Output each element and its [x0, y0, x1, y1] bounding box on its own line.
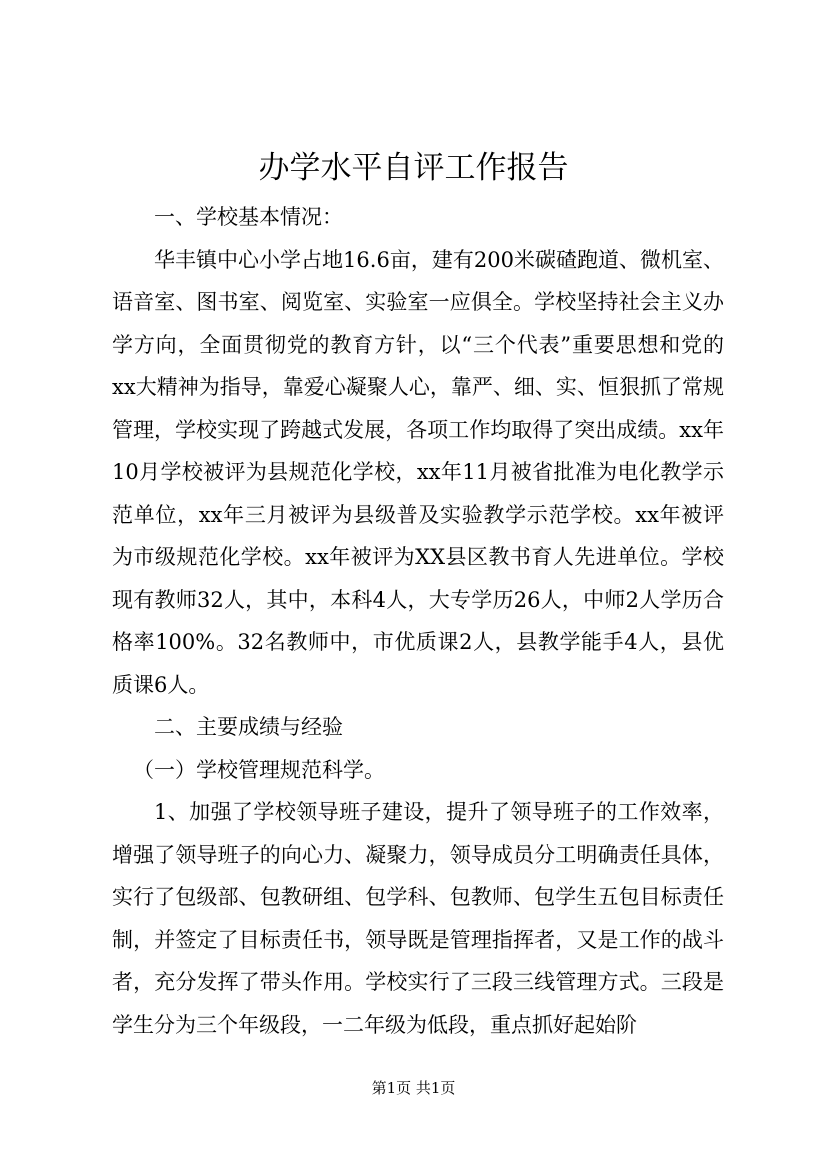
- subsection-heading-management: （一）学校管理规范科学。: [133, 757, 385, 782]
- page-footer: 第1页 共1页: [371, 1079, 456, 1097]
- paragraph-basic-info: 华丰镇中心小学占地16.6亩，建有200米碳碴跑道、微机室、语音室、图书室、阅览室、实验室一应俱全。学校坚持社会主义办学方向，全面贯彻党的教育方针，以“三个代表”重要思想和党的xx大精神为指导，靠爱心凝聚人心，靠严、细、实、恒狠抓了常规管理，学校实现了跨越式发展，各项工作均取得了突出成绩。xx年10月学校被评为县规范化学校，xx年11月被省批准为电化教学示范单位，xx年三月被评为县级普及实验教学示范学校。xx年被评为市级规范化学校。xx年被评为XX县区教书育人先进单位。学校现有教师32人，其中，本科4人，大专学历26人，中师2人学历合格率100%。32名教师中，市优质课2人，县教学能手4人，县优质课6人。: [112, 247, 724, 697]
- section-heading-achievements: 二、主要成绩与经验: [154, 715, 343, 739]
- section-heading-basic-info: 一、学校基本情况：: [154, 205, 343, 229]
- document-body: [112, 196, 724, 1046]
- paragraph-leadership: 1、加强了学校领导班子建设，提升了领导班子的工作效率，增强了领导班子的向心力、凝聚力，领导成员分工明确责任具体，实行了包级部、包教研组、包学科、包教师、包学生五包目标责任制，并签定了目标责任书，领导既是管理指挥者，又是工作的战斗者，充分发挥了带头作用。学校实行了三段三线管理方式。三段是学生分为三个年级段，一二年级为低段，重点抓好起始阶: [112, 800, 724, 1037]
- document-title: 办学水平自评工作报告: [258, 150, 569, 186]
